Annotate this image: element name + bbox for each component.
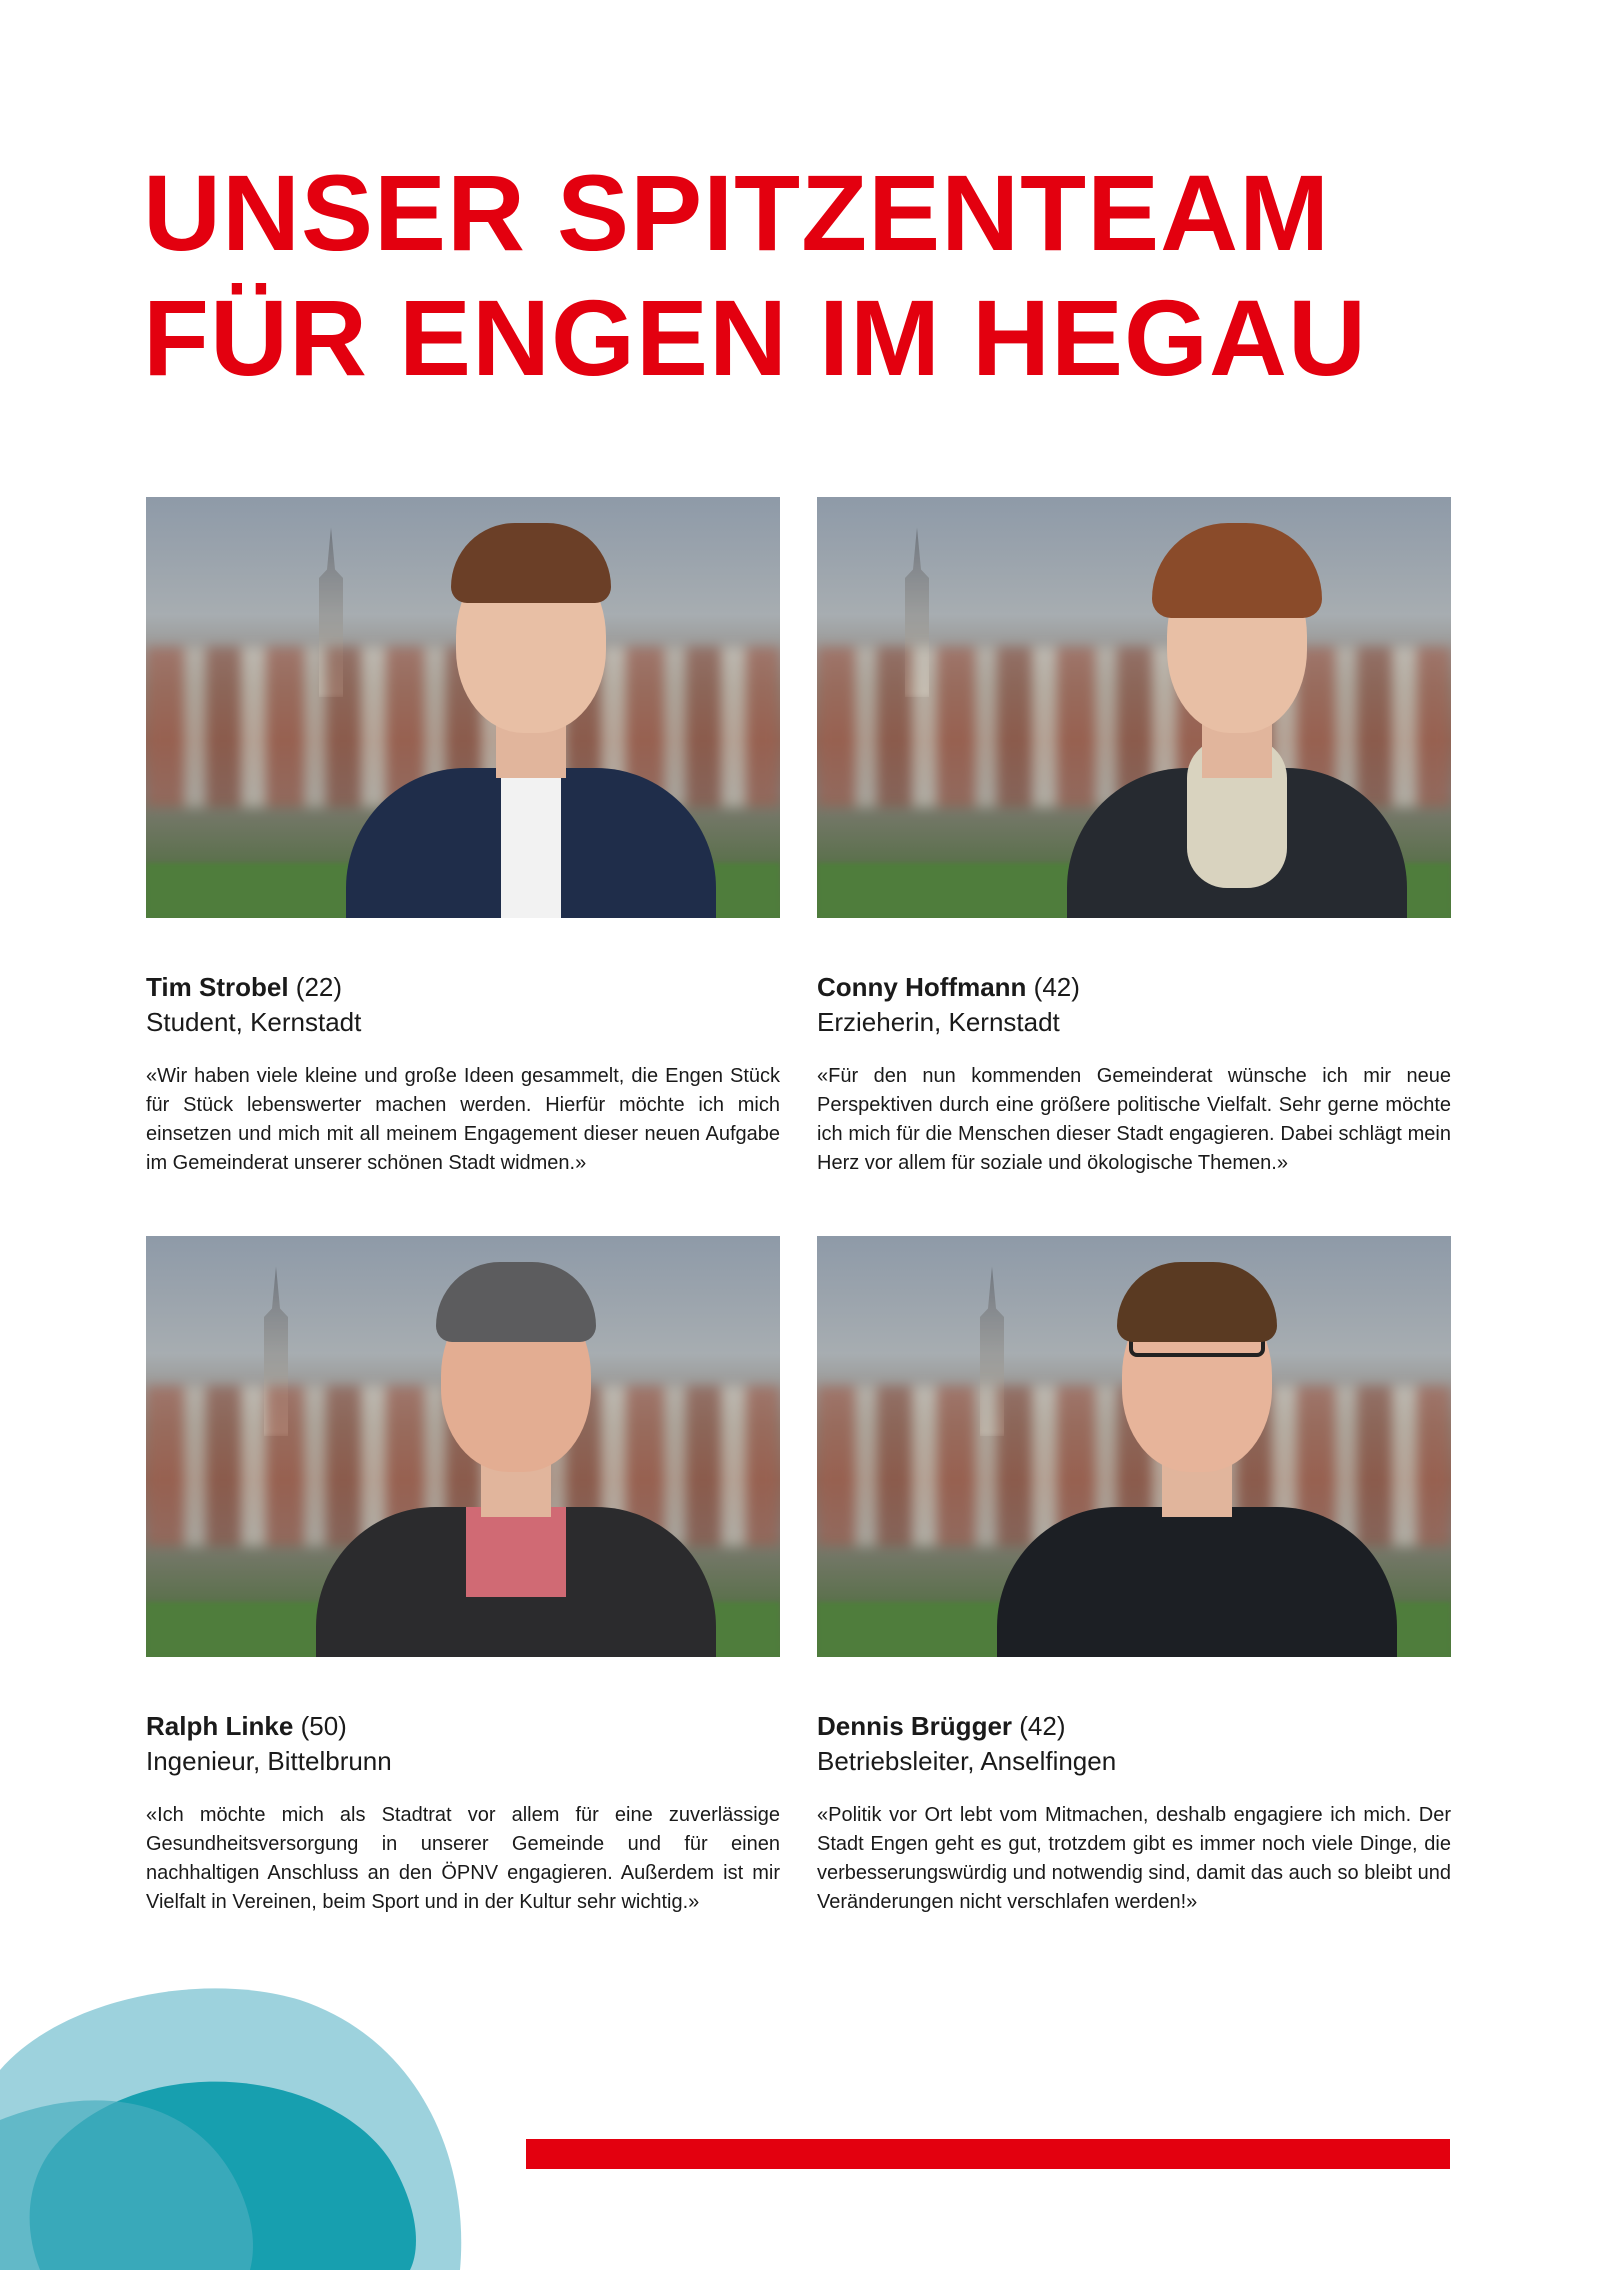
candidate-role: Student, Kernstadt: [146, 1007, 362, 1037]
candidate-quote: «Wir haben viele kleine und große Ideen gesammelt, die Engen Stück für Stück lebenswerter machen werden. Hierfür möchte ich mich einsetzen und mich mit all meinem Engagement dieser neuen Aufgabe im Gemeinderat unserer schönen Stadt widmen.»: [146, 1065, 780, 1174]
candidate-quote: «Politik vor Ort lebt vom Mitmachen, deshalb engagiere ich mich. Der Stadt Engen geht es gut, trotzdem gibt es immer noch viele Dinge, die verbesserungswürdig und notwendig sind, damit das auch so bleibt und Veränderungen nicht verschlafen werden!»: [817, 1804, 1451, 1913]
candidate-name-line: [146, 970, 780, 1004]
candidate-name: Dennis Brügger: [817, 1711, 1013, 1741]
candidate-role: Erzieherin, Kernstadt: [817, 1007, 1060, 1037]
headline-line-2: FÜR ENGEN IM HEGAU: [143, 277, 1368, 398]
candidate-age: (42): [1033, 972, 1080, 1002]
candidate-photo: [146, 1236, 780, 1657]
candidate-photo: [146, 497, 780, 918]
candidate-role: Ingenieur, Bittelbrunn: [146, 1746, 392, 1776]
candidate-name-line: [146, 1709, 780, 1743]
candidate-age: (42): [1019, 1711, 1066, 1741]
candidate-card: [817, 497, 1451, 1178]
candidate-age: (50): [300, 1711, 347, 1741]
candidate-card: [146, 1236, 780, 1917]
accent-bar: [526, 2139, 1450, 2169]
candidate-quote: «Ich möchte mich als Stadtrat vor allem für eine zuverlässige Gesundheitsversorgung in unserer Gemeinde und für einen nachhaltigen Anschluss an den ÖPNV engagieren. Außerdem ist mir Vielfalt in Vereinen, beim Sport und in der Kultur sehr wichtig.»: [146, 1804, 780, 1913]
candidate-age: (22): [295, 972, 343, 1002]
headline-line-1: UNSER SPITZENTEAM: [143, 152, 1331, 273]
candidate-name: Conny Hoffmann: [817, 972, 1027, 1002]
candidate-photo: [817, 1236, 1451, 1657]
candidate-name-line: [817, 970, 1451, 1004]
candidate-role: Betriebsleiter, Anselfingen: [817, 1746, 1117, 1776]
candidate-card: [146, 497, 780, 1178]
candidate-photo: [817, 497, 1451, 918]
page-headline: [143, 150, 1463, 400]
candidate-name: Tim Strobel: [146, 972, 289, 1002]
candidate-name-line: [817, 1709, 1451, 1743]
decorative-shapes: [0, 1960, 480, 2270]
candidate-quote: «Für den nun kommenden Gemeinderat wünsche ich mir neue Perspektiven durch eine größere politische Vielfalt. Sehr gerne möchte ich mich für die Menschen dieser Stadt engagieren. Dabei schlägt mein Herz vor allem für soziale und ökologische Themen.»: [817, 1065, 1451, 1174]
candidate-card: [817, 1236, 1451, 1917]
candidate-name: Ralph Linke: [146, 1711, 294, 1741]
